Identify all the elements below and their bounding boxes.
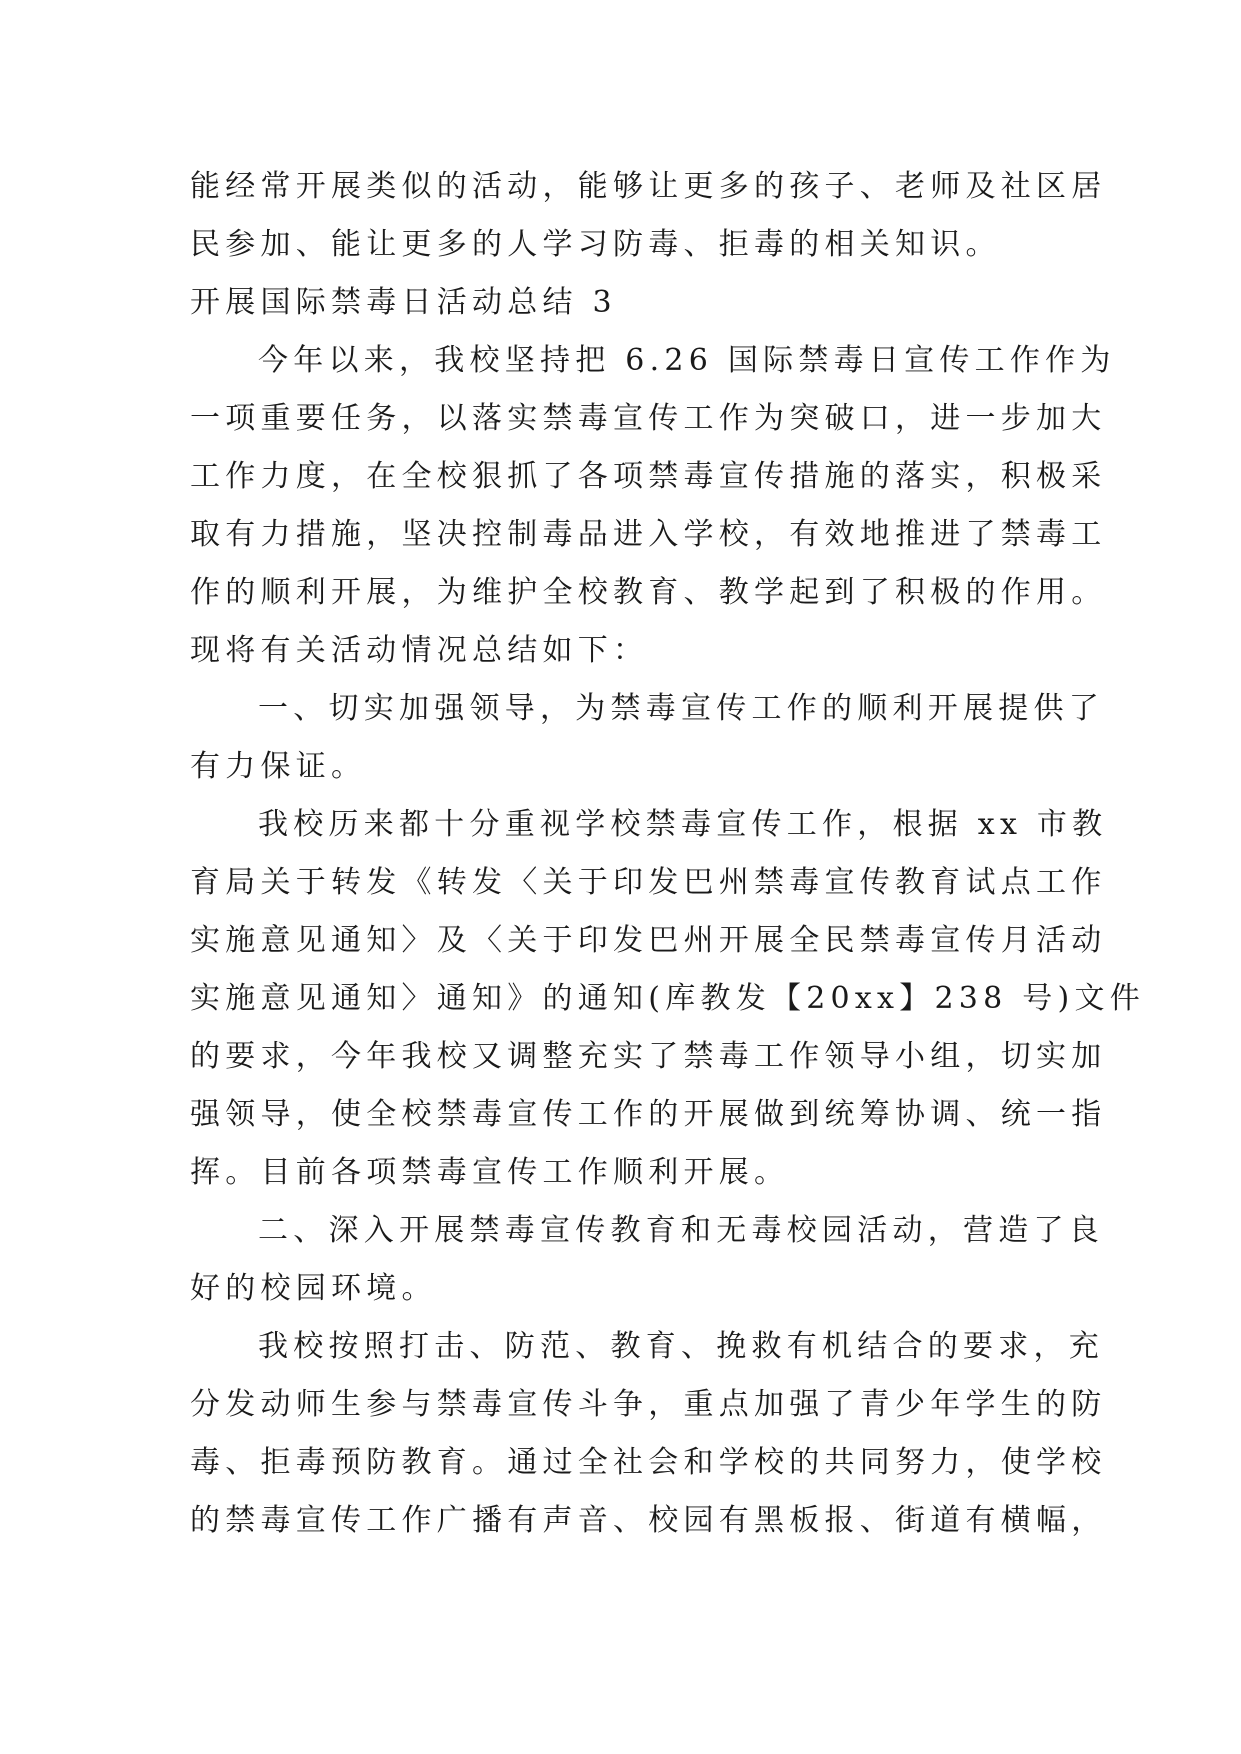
paragraph-line: 现将有关活动情况总结如下： (190, 633, 649, 668)
paragraph-line: 工作力度，在全校狠抓了各项禁毒宣传措施的落实，积极采 (190, 459, 1107, 494)
paragraph-line: 的禁毒宣传工作广播有声音、校园有黑板报、街道有横幅， (190, 1503, 1107, 1538)
paragraph-first-line: 今年以来，我校坚持把 6.26 国际禁毒日宣传工作作为 (258, 343, 1116, 378)
document-body (190, 158, 1145, 1550)
paragraph-line: 作的顺利开展，为维护全校教育、教学起到了积极的作用。 (190, 575, 1107, 610)
paragraph-line: 实施意见通知〉及〈关于印发巴州开展全民禁毒宣传月活动 (190, 923, 1107, 958)
paragraph-first-line: 我校历来都十分重视学校禁毒宣传工作，根据 xx 市教 (258, 807, 1108, 842)
subheading-first-line: 二、深入开展禁毒宣传教育和无毒校园活动，营造了良 (258, 1213, 1104, 1248)
subheading-line: 好的校园环境。 (190, 1271, 437, 1306)
subheading-line: 有力保证。 (190, 749, 367, 784)
subheading-first-line: 一、切实加强领导，为禁毒宣传工作的顺利开展提供了 (258, 691, 1104, 726)
paragraph-continuation-line: 能经常开展类似的活动，能够让更多的孩子、老师及社区居 (190, 169, 1107, 204)
paragraph-line: 毒、拒毒预防教育。通过全社会和学校的共同努力，使学校 (190, 1445, 1107, 1480)
paragraph-line: 一项重要任务，以落实禁毒宣传工作为突破口，进一步加大 (190, 401, 1107, 436)
paragraph-line: 强领导，使全校禁毒宣传工作的开展做到统筹协调、统一指 (190, 1097, 1107, 1132)
paragraph-line: 取有力措施，坚决控制毒品进入学校，有效地推进了禁毒工 (190, 517, 1107, 552)
paragraph-first-line: 我校按照打击、防范、教育、挽救有机结合的要求，充 (258, 1329, 1104, 1364)
paragraph-line: 分发动师生参与禁毒宣传斗争，重点加强了青少年学生的防 (190, 1387, 1107, 1422)
paragraph-line: 挥。目前各项禁毒宣传工作顺利开展。 (190, 1155, 790, 1190)
paragraph-continuation-line: 民参加、能让更多的人学习防毒、拒毒的相关知识。 (190, 227, 1001, 262)
paragraph-line: 育局关于转发《转发〈关于印发巴州禁毒宣传教育试点工作 (190, 865, 1107, 900)
paragraph-line: 实施意见通知〉通知》的通知(库教发【20xx】238 号)文件 (190, 981, 1145, 1016)
section-heading: 开展国际禁毒日活动总结 3 (190, 285, 617, 320)
paragraph-line: 的要求，今年我校又调整充实了禁毒工作领导小组，切实加 (190, 1039, 1107, 1074)
